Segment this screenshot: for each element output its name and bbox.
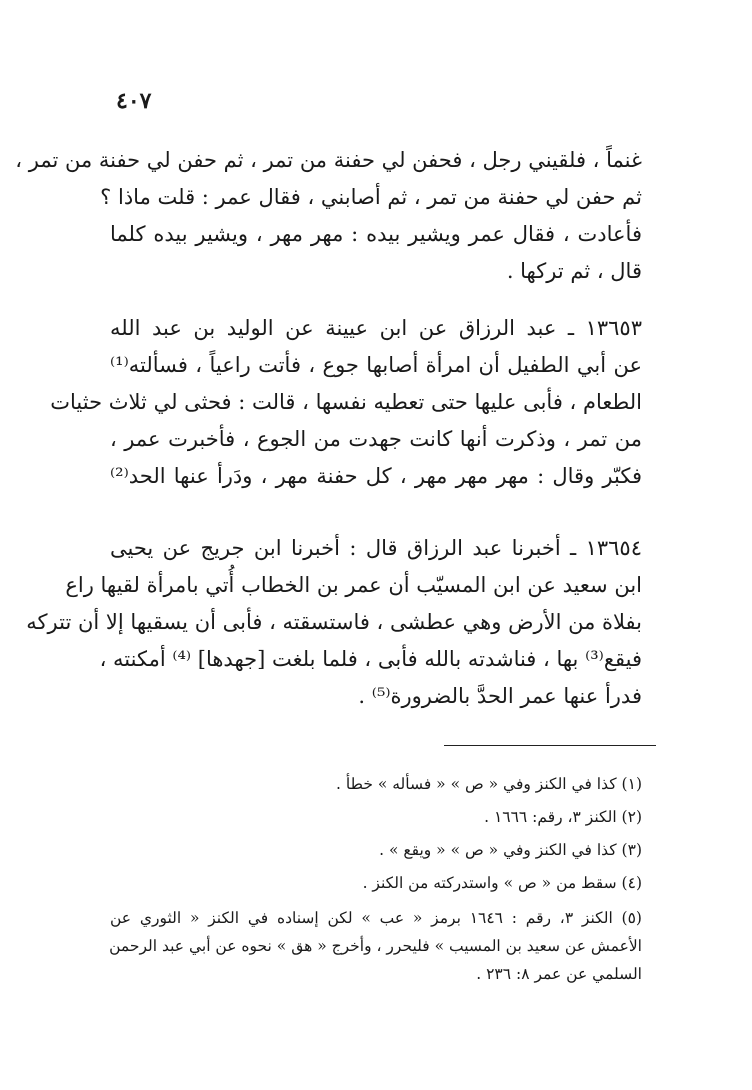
footnote-1: (١) كذا في الكنز وفي « ص » « فسأله » خطأ . [336,775,642,793]
footnote-5-line: (٥) الكنز ٣، رقم : ١٦٤٦ برمز « عب » لكن إسناده في الكنز « الثوري عن [110,909,642,927]
text-line: غنماً ، فلقيني رجل ، فحفن لي حفنة من تمر ، ثم حفن لي حفنة من تمر ، [15,148,642,172]
footnotes [110,768,642,988]
text-line: فأعادت ، فقال عمر ويشير بيده : مهر مهر ، ويشير بيده كلما [110,222,642,246]
footnote-4: (٤) سقط من « ص » واستدركته من الكنز . [362,874,642,892]
text-line: بفلاة من الأرض وهي عطشى ، فاستسقته ، فأبى أن يسقيها إلا أن تتركه [26,610,642,634]
text-line: الطعام ، فأبى عليها حتى تعطيه نفسها ، قالت : فحثى لي ثلاث حثيات [50,390,642,414]
hadith-13653 [50,310,642,495]
text-line: من تمر ، وذكرت أنها كانت جهدت من الجوع ، فأخبرت عمر ، [110,427,642,451]
page-number: ٤٠٧ [116,88,152,114]
text-line: فدرأ عنها عمر الحدَّ بالضرورة⁽⁵⁾ . [358,684,642,708]
footnote-5-line: الأعمش عن سعيد بن المسيب » فليحرر ، وأخرج « هق » نحوه عن أبي عبد الرحمن [109,937,642,955]
text-line: ابن سعيد عن ابن المسيّب أن عمر بن الخطاب أُتي بامرأة لقيها راع [65,573,642,597]
paragraph-continuation [15,142,642,290]
footnote-2: (٢) الكنز ٣، رقم: ١٦٦٦ . [484,808,642,826]
text-line: ١٣٦٥٤ ـ أخبرنا عبد الرزاق قال : أخبرنا ابن جريج عن يحيى [110,536,642,560]
footnote-3: (٣) كذا في الكنز وفي « ص » « ويقع » . [379,841,642,859]
text-line: قال ، ثم تركها . [506,259,642,283]
text-line: عن أبي الطفيل أن امرأة أصابها جوع ، فأتت راعياً ، فسألته⁽¹⁾ [110,353,642,377]
text-line: ثم حفن لي حفنة من تمر ، ثم أصابني ، فقال عمر : قلت ماذا ؟ [100,185,642,209]
hadith-13654 [26,530,642,715]
text-line: ١٣٦٥٣ ـ عبد الرزاق عن ابن عيينة عن الوليد بن عبد الله [110,316,642,340]
text-line: فكبّر وقال : مهر مهر مهر ، كل حفنة مهر ، ودَرأ عنها الحد⁽²⁾ [110,464,642,488]
footnote-divider [444,745,656,746]
text-line: فيقع⁽³⁾ بها ، فناشدته بالله فأبى ، فلما بلغت [جهدها] ⁽⁴⁾ أمكنته ، [99,647,642,671]
footnote-5-line: السلمي عن عمر ٨: ٢٣٦ . [476,965,642,983]
